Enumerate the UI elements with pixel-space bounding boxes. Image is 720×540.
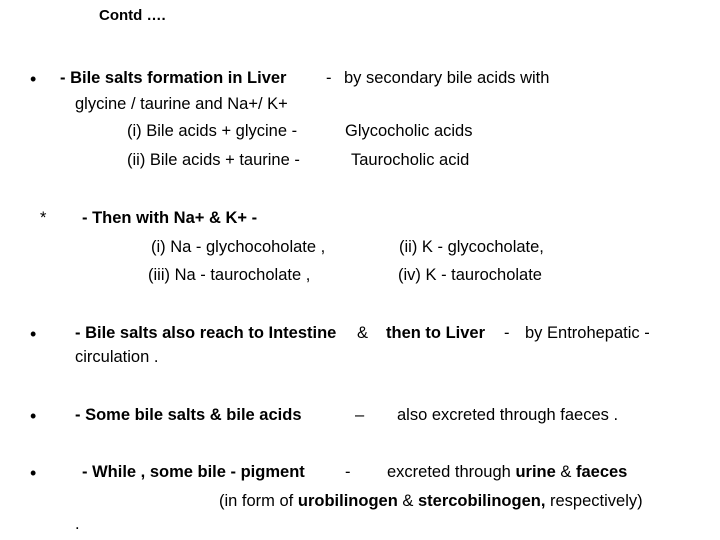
- bullet3-bold-2: then to Liver: [386, 324, 486, 342]
- bullet1-tail: by secondary bile acids with: [344, 69, 550, 87]
- equation-2-right: Taurocholic acid: [351, 151, 470, 169]
- bullet1-line2: glycine / taurine and Na+/ K+: [75, 95, 288, 113]
- equation-2-left: (ii) Bile acids + taurine -: [127, 151, 300, 169]
- bullet-marker: •: [30, 406, 37, 426]
- paren-open: (in form of: [219, 492, 294, 510]
- bullet2-lead: - Then with Na+ & K+ -: [82, 209, 258, 227]
- bullet-marker: •: [30, 69, 37, 89]
- bullet1-lead: - Bile salts formation in Liver: [60, 69, 287, 87]
- page-title: Contd ….: [99, 7, 166, 24]
- bullet3-line2: circulation .: [75, 348, 159, 366]
- faeces-term: faeces: [575, 463, 628, 481]
- stercobilinogen-term: stercobilinogen,: [417, 492, 546, 510]
- paren-close: respectively): [550, 492, 643, 510]
- bullet5-parenthetical: [219, 493, 643, 510]
- bullet5-amp: &: [560, 463, 572, 481]
- bullet-marker: •: [30, 463, 37, 483]
- bullet-marker: *: [40, 209, 47, 227]
- bullet3-amp: &: [357, 324, 369, 342]
- bullet-marker: •: [30, 324, 37, 344]
- bullet3-tail: by Entrohepatic -: [525, 324, 650, 342]
- bullet5-amp-2: &: [402, 492, 414, 510]
- urobilinogen-term: urobilinogen: [297, 492, 398, 510]
- bullet5-dash: -: [345, 463, 351, 481]
- trailing-dot: .: [75, 515, 80, 533]
- equation-1-right: Glycocholic acids: [345, 122, 473, 140]
- urine-term: urine: [515, 463, 556, 481]
- bullet3-bold-1: - Bile salts also reach to Intestine: [75, 324, 337, 342]
- bullet4-dash: –: [355, 406, 365, 424]
- salt-item-iii: (iii) Na - taurocholate ,: [148, 266, 311, 284]
- bullet5-tail: [387, 464, 627, 481]
- bullet4-tail: also excreted through faeces .: [397, 406, 619, 424]
- bullet4-lead: - Some bile salts & bile acids: [75, 406, 302, 424]
- bullet1-dash: -: [326, 69, 332, 87]
- salt-item-ii: (ii) K - glycocholate,: [399, 238, 544, 256]
- bullet5-lead: - While , some bile - pigment: [82, 463, 305, 481]
- salt-item-i: (i) Na - glychocoholate ,: [151, 238, 326, 256]
- salt-item-iv: (iv) K - taurocholate: [398, 266, 542, 284]
- bullet3-dash: -: [504, 324, 510, 342]
- bullet5-tail-pre: excreted through: [387, 463, 511, 481]
- equation-1-left: (i) Bile acids + glycine -: [127, 122, 298, 140]
